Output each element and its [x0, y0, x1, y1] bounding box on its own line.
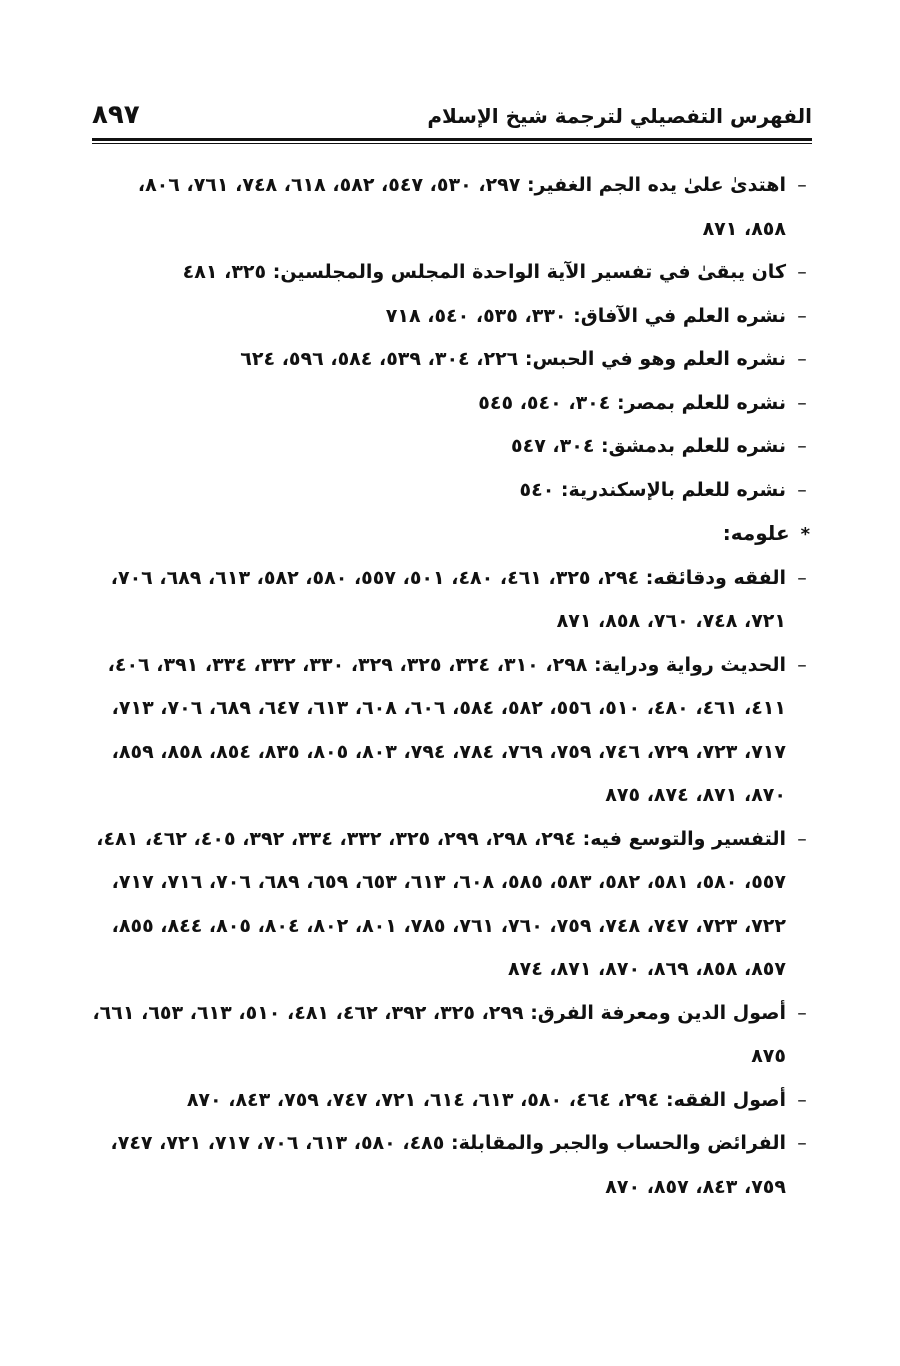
index-entry [92, 1079, 812, 1123]
index-entry [92, 1122, 812, 1209]
entry-text: أصول الفقه: ٢٩٤، ٤٦٤، ٥٨٠، ٦١٣، ٦١٤، ٧٢١، ٧٤٧، ٧٥٩، ٨٤٣، ٨٧٠ [186, 1088, 786, 1111]
entry-text: الفقه ودقائقه: ٢٩٤، ٣٢٥، ٤٦١، ٤٨٠، ٥٠١، ٥٥٧، ٥٨٠، ٥٨٢، ٦١٣، ٦٨٩، ٧٠٦، ٧٢١، ٧٤٨، ٧٦٠، ٨٥٨، ٨٧١ [110, 566, 786, 632]
entry-text: نشره للعلم بالإسكندرية: ٥٤٠ [519, 478, 786, 501]
entry-dash: – [797, 1132, 807, 1154]
index-entry [92, 425, 812, 469]
section-heading [92, 512, 812, 557]
entry-text: نشره العلم في الآفاق: ٣٣٠، ٥٣٥، ٥٤٠، ٧١٨ [385, 304, 786, 327]
index-entry [92, 992, 812, 1079]
page-number: ٨٩٧ [92, 100, 140, 130]
index-entry [92, 295, 812, 339]
entry-dash: – [797, 304, 807, 327]
index-page [92, 96, 812, 1209]
entry-dash: – [797, 391, 807, 414]
index-entry [92, 469, 812, 513]
index-entry [92, 818, 812, 992]
page-header [92, 96, 812, 136]
entry-text: أصول الدين ومعرفة الفرق: ٢٩٩، ٣٢٥، ٣٩٢، ٤٦٢، ٤٨١، ٥١٠، ٦١٣، ٦٥٣، ٦٦١، ٨٧٥ [92, 1001, 786, 1067]
entry-dash: – [797, 174, 807, 196]
index-entry [92, 382, 812, 426]
entry-text: نشره العلم وهو في الحبس: ٢٢٦، ٣٠٤، ٥٣٩، ٥٨٤، ٥٩٦، ٦٢٤ [240, 348, 786, 370]
entry-text: كان يبقىٰ في تفسير الآية الواحدة المجلس والمجلسين: ٣٢٥، ٤٨١ [182, 261, 786, 283]
entry-dash: – [797, 1001, 807, 1024]
entry-text: الحديث رواية ودراية: ٢٩٨، ٣١٠، ٣٢٤، ٣٢٥، ٣٢٩، ٣٣٠، ٣٣٢، ٣٣٤، ٣٩١، ٤٠٦، ٤١١، ٤٦١، ٤٨٠، ٥١٠، ٥٥٦، ٥٨٢، ٥٨٤، ٦٠٦، ٦٠٨، ٦١٣، ٦٤٧، ٦٨٩، ٧٠٦، ٧١٣، ٧١٧، ٧٢٣، ٧٢٩، ٧٤٦، ٧٥٩، ٧٦٩، ٧٨٤، ٧٩٤، ٨٠٣، ٨٠٥، ٨٣٥، ٨٥٤، ٨٥٨، ٨٥٩، ٨٧٠، ٨٧١، ٨٧٤، ٨٧٥ [107, 653, 786, 806]
entry-dash: – [797, 478, 807, 501]
running-title: الفهرس التفصيلي لترجمة شيخ الإسلام [427, 104, 812, 128]
index-entry [92, 644, 812, 818]
entry-text: الفرائض والحساب والجبر والمقابلة: ٤٨٥، ٥٨٠، ٦١٣، ٧٠٦، ٧١٧، ٧٢١، ٧٤٧، ٧٥٩، ٨٤٣، ٨٥٧، ٨٧٠ [110, 1132, 786, 1198]
index-entry [92, 338, 812, 382]
header-rule [92, 138, 812, 144]
entry-text: التفسير والتوسع فيه: ٢٩٤، ٢٩٨، ٢٩٩، ٣٢٥، ٣٣٢، ٣٣٤، ٣٩٢، ٤٠٥، ٤٦٢، ٤٨١، ٥٥٧، ٥٨٠، ٥٨١، ٥٨٢، ٥٨٣، ٥٨٥، ٦٠٨، ٦١٣، ٦٥٣، ٦٥٩، ٦٨٩، ٧٠٦، ٧١٦، ٧١٧، ٧٢٢، ٧٢٣، ٧٤٧، ٧٤٨، ٧٥٩، ٧٦٠، ٧٦١، ٧٨٥، ٨٠١، ٨٠٢، ٨٠٤، ٨٠٥، ٨٤٤، ٨٥٥، ٨٥٧، ٨٥٨، ٨٦٩، ٨٧٠، ٨٧١، ٨٧٤ [96, 827, 786, 980]
entry-text: اهتدىٰ علىٰ يده الجم الغفير: ٢٩٧، ٥٣٠، ٥٤٧، ٥٨٢، ٦١٨، ٧٤٨، ٧٦١، ٨٠٦، ٨٥٨، ٨٧١ [137, 174, 786, 240]
index-entry [92, 164, 812, 251]
index-entry [92, 251, 812, 295]
index-list [92, 164, 812, 1209]
entry-dash: – [797, 1088, 807, 1111]
asterisk-icon: * [800, 524, 810, 545]
entry-dash: – [797, 348, 807, 370]
index-entry [92, 557, 812, 644]
entry-dash: – [797, 566, 807, 589]
entry-dash: – [797, 653, 807, 676]
entry-text: نشره للعلم بدمشق: ٣٠٤، ٥٤٧ [511, 435, 786, 457]
entry-dash: – [797, 827, 807, 850]
section-heading-text: علومه: [722, 521, 790, 545]
entry-dash: – [797, 435, 807, 457]
entry-text: نشره للعلم بمصر: ٣٠٤، ٥٤٠، ٥٤٥ [478, 391, 786, 414]
entry-dash: – [797, 261, 807, 283]
